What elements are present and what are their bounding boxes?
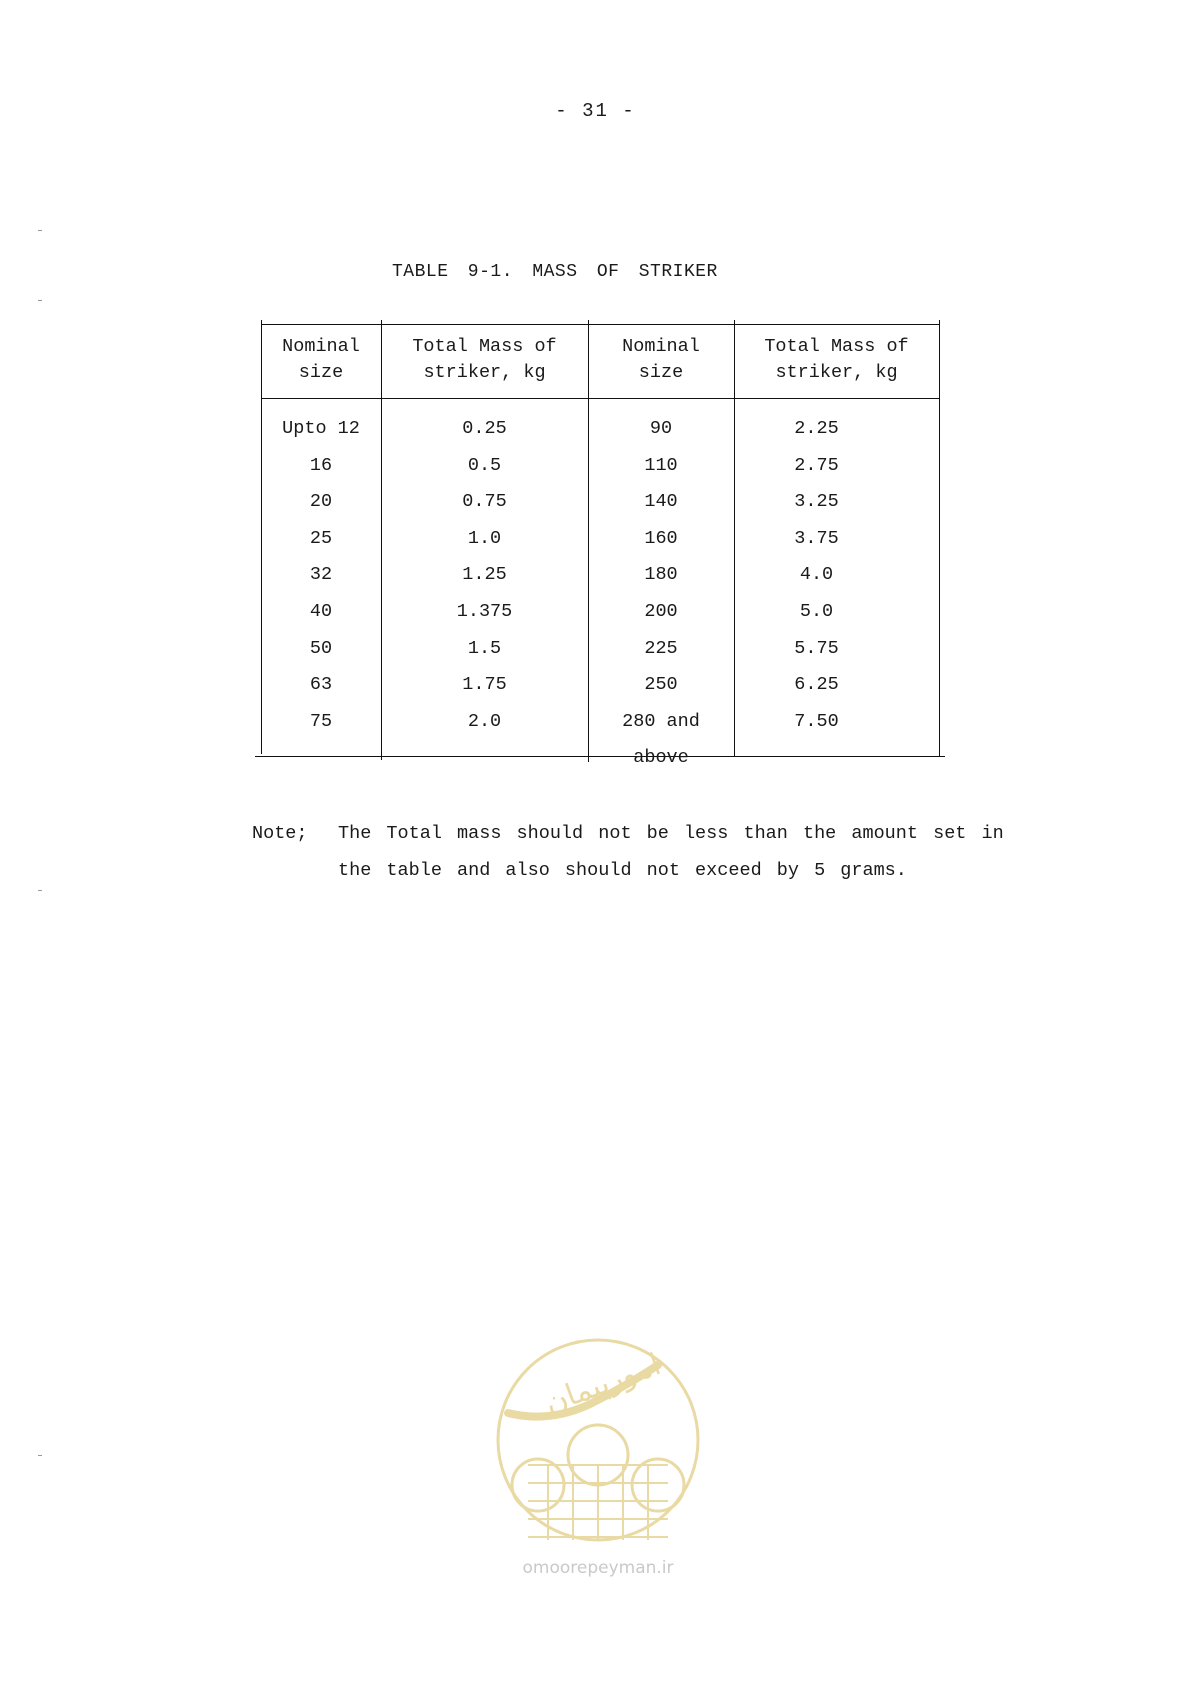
table-cell: 0.25 [462,418,507,439]
table-cell: 90 [649,418,673,439]
table-cell: 75 [309,710,333,732]
scan-mark [38,230,42,231]
table-cell: 20 [309,491,333,513]
table-cell: 225 [644,637,678,659]
table-cell: 200 [644,601,678,622]
table-cell: 25 [309,527,333,549]
table-cell: 250 [644,674,678,696]
table-cell: 1.75 [462,674,507,696]
table-cell: 160 [644,527,678,549]
table-cell: 3.25 [794,491,839,513]
header-divider [261,398,939,399]
table-cell: above [633,747,689,769]
table-cell: 0.5 [467,454,502,476]
table-border-right [939,320,940,756]
scan-mark [38,1455,42,1456]
page-number: - 31 - [555,100,636,122]
table-cell: 16 [309,454,333,476]
watermark-logo [488,1335,708,1580]
header-total-mass: Total Mass of striker, kg [764,336,909,383]
table-cell: 5.75 [794,637,839,659]
scan-mark [38,890,42,891]
table-cell: 6.25 [794,674,839,696]
table-cell: 7.50 [794,710,839,732]
table-cell: 2.0 [467,710,502,732]
table-cell: 0.75 [462,491,507,513]
mass-of-striker-table [255,320,943,769]
svg-text:امورپیمان: امورپیمان [540,1347,666,1422]
table-cell: 3.75 [794,527,839,549]
table-cell: 2.25 [794,418,839,439]
table-cell: 40 [309,601,333,622]
scan-mark [38,300,42,301]
watermark-url: omoorepeyman.ir [522,1558,674,1578]
table-cell: 63 [309,674,333,696]
table-cell: 110 [644,454,678,476]
header-nominal-size: Nominal size [622,336,700,383]
table-cell: 280 and [622,710,700,732]
note-text-line: the table and also should not exceed by 5 grams. [338,860,907,881]
header-nominal-size: Nominal size [282,336,360,383]
table-cell: 4.0 [799,564,834,586]
table-cell: 1.5 [467,637,502,659]
note-label: Note; [252,823,308,844]
table-cell: 2.75 [794,454,839,476]
table-cell: 1.375 [456,601,513,622]
table-top-border [261,324,939,325]
table-cell: 50 [309,637,333,659]
table-cell: 140 [644,491,678,513]
table-title: TABLE 9-1. MASS OF STRIKER [392,262,718,282]
table-cell: 32 [309,564,333,586]
table-cell: 180 [644,564,678,586]
table-cell: 5.0 [799,601,834,622]
table-cell: Upto 12 [282,418,360,439]
note-text-line: The Total mass should not be less than the amount set in [338,823,1004,844]
table-cell: 1.25 [462,564,507,586]
header-total-mass: Total Mass of striker, kg [412,336,557,383]
table-cell: 1.0 [467,527,502,549]
